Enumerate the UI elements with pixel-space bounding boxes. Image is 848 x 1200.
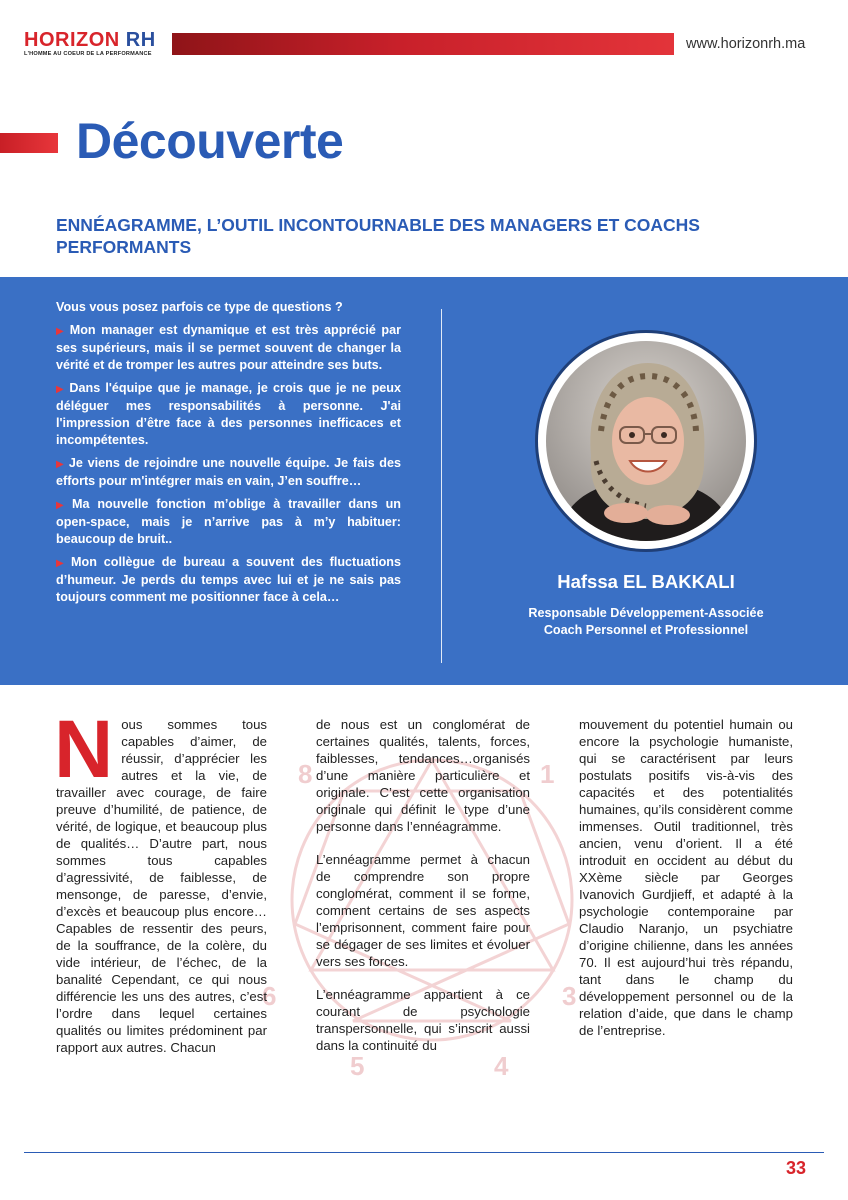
arrow-bullet-icon: ▶ [56, 384, 66, 395]
footer-divider [24, 1152, 824, 1153]
question-item [56, 380, 401, 449]
question-item [56, 496, 401, 548]
site-url[interactable]: www.horizonrh.ma [686, 36, 806, 52]
article-column-1 [54, 704, 267, 1072]
article-paragraph: de nous est un conglomérat de certaines qualités, talents, forces, faiblesses, tendances…organisés d’une manière particulière et originale. C’est cette organisation originale qui définit le type d’une personne dans l’ennéagramme. [316, 717, 530, 834]
drop-cap: N [54, 704, 114, 795]
watermark-number: 3 [562, 981, 577, 1011]
question-item [56, 322, 401, 374]
arrow-bullet-icon: ▶ [56, 500, 69, 511]
article-headline: ENNÉAGRAMME, L’OUTIL INCONTOURNABLE DES MANAGERS ET COACHS PERFORMANTS [56, 215, 700, 257]
question-text: Je viens de rejoindre une nouvelle équipe. Je fais des efforts pour m'intégrer mais en vain, J’en souffre… [56, 456, 401, 488]
watermark-number: 6 [262, 981, 277, 1011]
arrow-bullet-icon: ▶ [56, 459, 65, 470]
question-item [56, 455, 401, 490]
arrow-bullet-icon: ▶ [56, 558, 68, 569]
logo [24, 30, 164, 57]
title-accent-bar [0, 133, 58, 153]
article-column-3 [579, 716, 793, 1055]
question-text: Mon manager est dynamique et est très apprécié par ses supérieurs, mais il se permet souvent de changer la vérité et de tromper les autres pour atteindre ses buts. [56, 323, 401, 372]
article-paragraph [54, 704, 267, 1056]
portrait-illustration [546, 341, 746, 541]
watermark-number: 1 [540, 759, 555, 789]
logo-word-rh: RH [125, 29, 156, 51]
panel-divider [441, 309, 442, 663]
author-name: Hafssa EL BAKKALI [557, 571, 735, 592]
article-paragraph: L’ennéagramme permet à chacun de comprendre son propre conglomérat, comment il se forme, comment certains de ses aspects l’emprisonnent, comment faire pour se dégager de ses limites et évoluer vers ses forces. [316, 852, 530, 969]
article-paragraph: L’ennéagramme appartient à ce courant de psychologie transpersonnelle, qui s’inscrit aussi dans la continuité du [316, 987, 530, 1053]
watermark-number: 5 [350, 1051, 365, 1081]
question-text: Ma nouvelle fonction m’oblige à travailler dans un open-space, mais je n’arrive pas à m’y habituer: beaucoup de bruit.. [56, 497, 401, 546]
author-role [470, 605, 822, 639]
intro-panel [0, 277, 848, 685]
logo-word-horizon: HORIZON [24, 29, 120, 51]
questions-intro: Vous vous posez parfois ce type de questions ? [56, 300, 343, 314]
author-role-line: Responsable Développement-Associée [528, 606, 764, 620]
watermark-number: 8 [298, 759, 313, 789]
article-column-2 [316, 716, 530, 1070]
header-bar [172, 33, 674, 55]
questions-list [56, 299, 401, 612]
paragraph-text: ous sommes tous capables d’aimer, de réussir, d’apprécier les autres et la vie, de travailler avec courage, de faire preuve d’humilité, de patience, de vérité, de logique, et beaucoup plus de qualités… D’autre part, nous sommes tous capables d’agressivité, de faiblesse, de mensonge, de paresse, d’envie, d’excès et beaucoup plus encore… Capables de ressentir des peurs, de la souffrance, de la colère, du vide intérieur, de l’échec, de la banalité Cependant, ce qui nous différencie les uns des autres, c’est l’ordre dans lequel certaines qualités ou limites prédominent par rapport aux autres. Chacun [56, 717, 267, 1055]
page-number: 33 [786, 1158, 807, 1178]
question-text: Dans l'équipe que je manage, je crois que je ne peux déléguer mes responsabilités à personne. J'ai l'impression d’être face à des personnes inefficaces et incompétentes. [56, 381, 401, 447]
author-role-line: Coach Personnel et Professionnel [543, 623, 749, 637]
question-text: Mon collègue de bureau a souvent des fluctuations d’humeur. Je perds du temps avec lui et je ne sais pas toujours comment me positionner face à cela… [56, 555, 401, 604]
logo-wordmark [24, 30, 164, 50]
arrow-bullet-icon: ▶ [56, 326, 66, 337]
logo-tagline: L'HOMME AU COEUR DE LA PERFORMANCE [24, 51, 152, 57]
section-title: Découverte [76, 113, 344, 169]
question-item [56, 554, 401, 606]
article-paragraph: mouvement du potentiel humain ou encore la psychologie humaniste, qui se caractérisent par leurs postulats positifs vis-à-vis des capacités et des potentialités humaines, qu’ils considèrent comme immenses. Outil traditionnel, très ancien, venu d’orient. Il a été introduit en occident au début du XXème siècle par Georges Ivanovich Gurdjieff, et adapté à la psychologie contemporaine par Claudio Naranjo, un psychiatre d’origine chilienne, dans les années 70. Il est aujourd’hui très répandu, tant dans le champ du développement personnel ou de la relation d’aide, que dans le champ de l’entreprise. [579, 717, 793, 1038]
watermark-number: 4 [494, 1051, 509, 1081]
author-portrait-frame [538, 333, 754, 549]
author-portrait [546, 341, 746, 541]
